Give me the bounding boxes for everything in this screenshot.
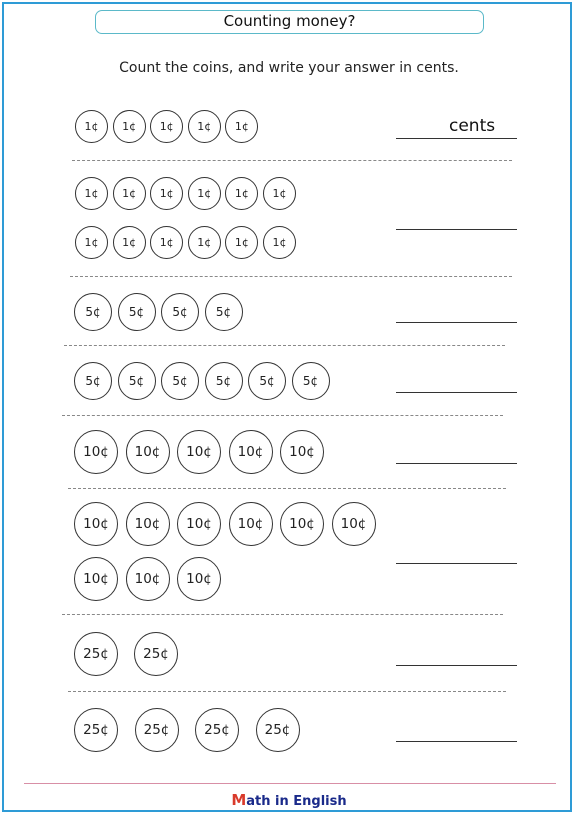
coin: 10¢ xyxy=(177,557,221,601)
answer-line[interactable] xyxy=(396,229,517,230)
coin: 10¢ xyxy=(126,502,170,546)
coin: 5¢ xyxy=(292,362,330,400)
coin: 10¢ xyxy=(74,502,118,546)
footer-rule xyxy=(24,783,556,784)
section-divider xyxy=(72,160,512,161)
coin: 10¢ xyxy=(332,502,376,546)
coin: 1¢ xyxy=(225,110,258,143)
coin: 1¢ xyxy=(263,226,296,259)
coin: 1¢ xyxy=(113,177,146,210)
section-divider xyxy=(62,614,503,615)
answer-unit-label: cents xyxy=(449,116,496,136)
section-divider xyxy=(64,345,505,346)
brand-logo: Math in English xyxy=(231,791,347,809)
answer-line[interactable] xyxy=(396,138,517,139)
coin: 10¢ xyxy=(126,430,170,474)
coin: 10¢ xyxy=(229,502,273,546)
section-divider xyxy=(68,488,506,489)
coin: 1¢ xyxy=(75,110,108,143)
coin: 25¢ xyxy=(74,708,118,752)
section-divider xyxy=(68,691,506,692)
coin: 10¢ xyxy=(74,557,118,601)
coin: 1¢ xyxy=(150,226,183,259)
coin: 25¢ xyxy=(134,632,178,676)
section-divider xyxy=(70,276,512,277)
coin: 1¢ xyxy=(113,110,146,143)
coin: 25¢ xyxy=(135,708,179,752)
answer-line[interactable] xyxy=(396,741,517,742)
coin: 1¢ xyxy=(263,177,296,210)
coin: 1¢ xyxy=(75,226,108,259)
coin: 5¢ xyxy=(161,362,199,400)
coin: 1¢ xyxy=(150,177,183,210)
section-divider xyxy=(62,415,503,416)
answer-line[interactable] xyxy=(396,563,517,564)
coin: 1¢ xyxy=(188,226,221,259)
coin: 10¢ xyxy=(177,430,221,474)
coin: 1¢ xyxy=(188,110,221,143)
coin: 1¢ xyxy=(225,177,258,210)
coin: 10¢ xyxy=(280,502,324,546)
coin: 25¢ xyxy=(74,632,118,676)
coin: 10¢ xyxy=(177,502,221,546)
coin: 1¢ xyxy=(113,226,146,259)
coin: 1¢ xyxy=(188,177,221,210)
instructions: Count the coins, and write your answer in cents. xyxy=(119,60,459,76)
coin: 25¢ xyxy=(256,708,300,752)
coin: 5¢ xyxy=(118,293,156,331)
coin: 5¢ xyxy=(74,362,112,400)
coin: 5¢ xyxy=(205,362,243,400)
coin: 10¢ xyxy=(280,430,324,474)
coin: 5¢ xyxy=(248,362,286,400)
coin: 1¢ xyxy=(150,110,183,143)
answer-line[interactable] xyxy=(396,392,517,393)
coin: 5¢ xyxy=(118,362,156,400)
coin: 10¢ xyxy=(74,430,118,474)
page-title: Counting money? xyxy=(95,10,484,34)
coin: 1¢ xyxy=(75,177,108,210)
coin: 10¢ xyxy=(229,430,273,474)
coin: 5¢ xyxy=(74,293,112,331)
coin: 25¢ xyxy=(195,708,239,752)
coin: 5¢ xyxy=(161,293,199,331)
answer-line[interactable] xyxy=(396,463,517,464)
coin: 10¢ xyxy=(126,557,170,601)
answer-line[interactable] xyxy=(396,665,517,666)
answer-line[interactable] xyxy=(396,322,517,323)
coin: 1¢ xyxy=(225,226,258,259)
coin: 5¢ xyxy=(205,293,243,331)
